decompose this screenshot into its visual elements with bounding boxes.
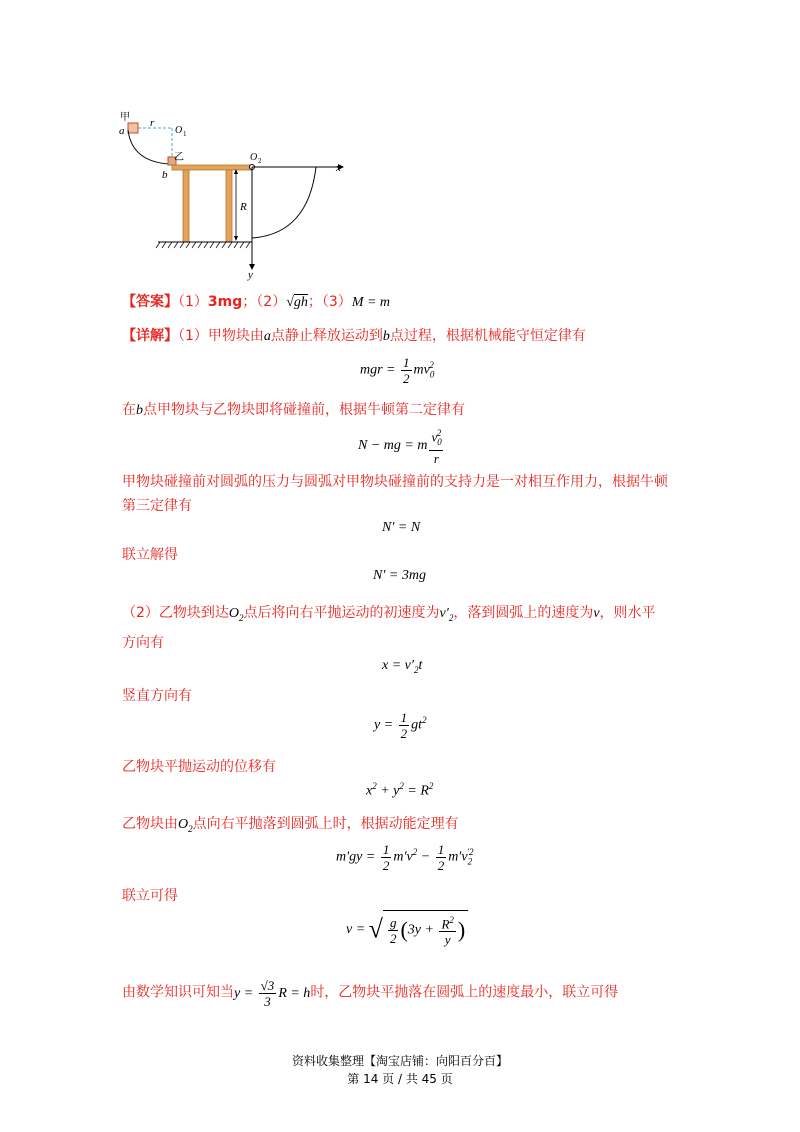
eq-min-condition: y = $\frac{√3}{3}$ R = h xyxy=(234,978,311,1009)
detail-line-2 xyxy=(122,400,465,421)
footer-source: 资料收集整理【淘宝店铺：向阳百分百】 xyxy=(291,1054,508,1068)
answer-sep1: ；（2） xyxy=(242,294,287,310)
label-x: x xyxy=(336,162,341,174)
block-jia xyxy=(128,123,138,133)
eq-energy: mgr = $\frac{1}{2}$ $mv_0^2$ xyxy=(360,355,435,386)
table-leg-right xyxy=(226,170,232,242)
label-a: a xyxy=(119,125,125,137)
detail-line-5b: 方向有 xyxy=(122,635,164,651)
footer-page-number: 第 14 页 / 共 45 页 xyxy=(347,1072,453,1086)
detail-l2: 在 xyxy=(122,402,136,418)
detail-line-9: 联立可得 xyxy=(122,888,178,904)
detail-l8b: 点向右平抛落到圆弧上时，根据动能定理有 xyxy=(192,816,459,832)
detail-line-7: 乙物块平抛运动的位移有 xyxy=(122,759,276,775)
label-jia: 甲 xyxy=(120,112,130,123)
label-y: y xyxy=(248,269,253,281)
label-r: r xyxy=(150,117,155,129)
detail-l2b: 点甲物块与乙物块即将碰撞前，根据牛顿第二定律有 xyxy=(143,402,465,418)
table-leg-left xyxy=(183,170,189,242)
detail-line-6: 竖直方向有 xyxy=(122,688,192,704)
arc-r xyxy=(252,167,316,238)
label-yi: 乙 xyxy=(174,152,184,163)
detail-l1a: （1）甲物块由 xyxy=(178,328,264,344)
var-v2p: $v'_2$ xyxy=(439,606,454,623)
table-top xyxy=(172,165,252,170)
physics-diagram xyxy=(110,108,360,283)
answer-v1: 3mg xyxy=(207,294,243,310)
label-o2-sub: 2 xyxy=(258,157,262,165)
detail-l5a: （2）乙物块到达 xyxy=(122,605,229,621)
answer-sep2: ；（3） xyxy=(307,294,352,310)
label-b: b xyxy=(162,169,168,181)
detail-l10a: 由数学知识可知当 xyxy=(122,984,234,1001)
eq-newton3: N′ = N xyxy=(382,520,421,535)
label-o2: O xyxy=(250,152,258,163)
eq-circle: $x^2 + y^2 = R^2$ xyxy=(366,781,434,799)
detail-l8a: 乙物块由 xyxy=(122,816,178,832)
detail-l10b: 时，乙物块平抛落在圆弧上的速度最小，联立可得 xyxy=(310,984,619,1001)
var-v: v xyxy=(593,606,600,621)
answer-v3: M = m xyxy=(351,295,391,310)
arc-ab xyxy=(128,130,170,164)
var-o2: $O_2$ xyxy=(228,606,244,623)
eq-horizontal: $x = v'_2t$ xyxy=(382,658,423,675)
answer-v2: √gh xyxy=(286,295,308,310)
detail-line-10 xyxy=(122,978,618,1009)
label-o1-sub: 1 xyxy=(183,130,187,138)
answer-line xyxy=(122,292,390,313)
detail-line-3b: 第三定律有 xyxy=(122,498,192,514)
label-o1: O xyxy=(175,125,183,136)
detail-l5d: ，则水平 xyxy=(599,605,656,621)
detail-line-1 xyxy=(122,326,586,347)
detail-line-3: 甲物块碰撞前对圆弧的压力与圆弧对甲物块碰撞前的支持力是一对相互作用力，根据牛顿 xyxy=(122,474,668,490)
eq-result1: N′ = 3mg xyxy=(373,568,426,583)
eq-newton2: N − mg = m $\frac{v_0^2}{r}$ xyxy=(358,428,442,466)
detail-l5b: 点后将向右平抛运动的初速度为 xyxy=(243,605,440,621)
var-a: a xyxy=(263,329,271,344)
detail-line-4: 联立解得 xyxy=(122,547,178,563)
eq-vertical: y = $\frac{1}{2}$ $gt^2$ xyxy=(374,710,427,741)
answer-p1: （1） xyxy=(178,294,208,310)
detail-l5c: ，落到圆弧上的速度为 xyxy=(453,605,594,621)
eq-velocity: v = √ $\frac{g}{2}$ (3y + $\frac{R^2}{y}$ ) xyxy=(346,910,468,949)
answer-tag: 【答案】 xyxy=(122,294,178,310)
detail-line-8 xyxy=(122,814,459,839)
var-o2b: $O_2$ xyxy=(178,817,193,834)
eq-kinetic: m′gy = $\frac{1}{2}$ $m'v^2$ − $\frac{1}{2}$ $m'v_2^{'2}$ xyxy=(336,842,474,873)
detail-line-5 xyxy=(122,603,656,628)
detail-l1b: 点静止释放运动到 xyxy=(270,328,383,344)
detail-l1c: 点过程，根据机械能守恒定律有 xyxy=(389,328,586,344)
var-b: b xyxy=(382,329,390,344)
detail-tag: 【详解】 xyxy=(122,328,178,344)
var-b2: b xyxy=(136,403,143,418)
label-R: R xyxy=(240,201,247,213)
